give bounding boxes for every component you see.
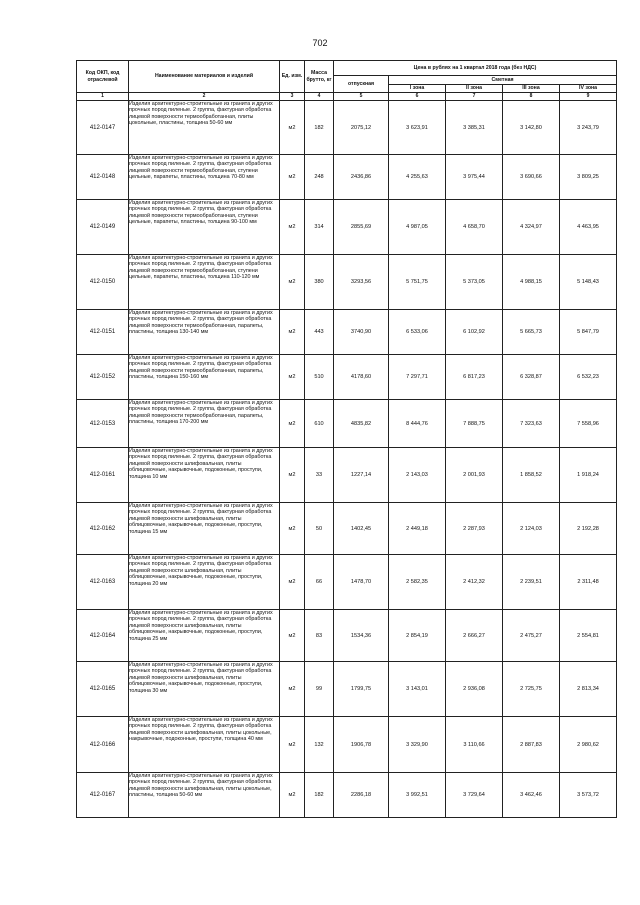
header-estimate-group: Сметная — [389, 76, 617, 85]
product-code-cell: 412-0163 — [77, 555, 129, 610]
release-price-cell: 1227,14 — [334, 448, 389, 503]
table-row — [77, 555, 617, 610]
header-price-group: Цена в рублях на 1 квартал 2018 года (без НДС) — [334, 61, 617, 76]
estimate-price-zone-3-cell: 5 665,73 — [503, 310, 560, 355]
release-price-cell: 2436,86 — [334, 155, 389, 200]
column-number: 2 — [129, 93, 280, 101]
estimate-price-zone-1-cell: 8 444,76 — [389, 400, 446, 448]
estimate-price-zone-3-cell: 2 475,27 — [503, 610, 560, 662]
unit-cell: м2 — [280, 255, 305, 310]
product-name-cell: Изделия архитектурно-строительные из гранита и других прочных пород пиленые. 2 группа, фактурная обработка лицевой поверхности шлифовальная, плиты цокольные, пластины, толщина 50-60 мм — [129, 773, 280, 818]
estimate-price-zone-2-cell: 3 385,31 — [446, 101, 503, 155]
header-zone-4: IV зона — [560, 85, 617, 93]
estimate-price-zone-2-cell: 2 666,27 — [446, 610, 503, 662]
estimate-price-zone-2-cell: 3 110,66 — [446, 717, 503, 773]
estimate-price-zone-1-cell: 7 297,71 — [389, 355, 446, 400]
gross-mass-cell: 248 — [305, 155, 334, 200]
product-code-cell: 412-0166 — [77, 717, 129, 773]
release-price-cell: 1799,75 — [334, 662, 389, 717]
estimate-price-zone-1-cell: 2 143,03 — [389, 448, 446, 503]
table-row — [77, 200, 617, 255]
product-code-cell: 412-0149 — [77, 200, 129, 255]
table-row — [77, 101, 617, 155]
table-row — [77, 503, 617, 555]
unit-cell: м2 — [280, 355, 305, 400]
estimate-price-zone-3-cell: 4 324,97 — [503, 200, 560, 255]
estimate-price-zone-4-cell: 2 980,62 — [560, 717, 617, 773]
gross-mass-cell: 66 — [305, 555, 334, 610]
estimate-price-zone-4-cell: 2 192,28 — [560, 503, 617, 555]
product-name-cell: Изделия архитектурно-строительные из гранита и других прочных пород пиленые. 2 группа, фактурная обработка лицевой поверхности шлифовальная, плиты цокольные, накрывочные, подоконные, проступи, толщина 40 мм — [129, 717, 280, 773]
estimate-price-zone-4-cell: 2 311,48 — [560, 555, 617, 610]
product-code-cell: 412-0150 — [77, 255, 129, 310]
table-row — [77, 255, 617, 310]
estimate-price-zone-4-cell: 2 554,81 — [560, 610, 617, 662]
estimate-price-zone-1-cell: 3 143,01 — [389, 662, 446, 717]
table-row — [77, 448, 617, 503]
estimate-price-zone-2-cell: 4 658,70 — [446, 200, 503, 255]
header-release: отпускная — [334, 76, 389, 93]
estimate-price-zone-1-cell: 6 533,06 — [389, 310, 446, 355]
estimate-price-zone-3-cell: 4 988,15 — [503, 255, 560, 310]
gross-mass-cell: 380 — [305, 255, 334, 310]
estimate-price-zone-4-cell: 2 813,34 — [560, 662, 617, 717]
estimate-price-zone-4-cell: 5 847,79 — [560, 310, 617, 355]
gross-mass-cell: 50 — [305, 503, 334, 555]
unit-cell: м2 — [280, 310, 305, 355]
unit-cell: м2 — [280, 555, 305, 610]
product-name-cell: Изделия архитектурно-строительные из гранита и других прочных пород пиленые. 2 группа, фактурная обработка лицевой поверхности термообработанная, ступени цельные, парапеты, пластины, толщина 110-120 мм — [129, 255, 280, 310]
release-price-cell: 1906,78 — [334, 717, 389, 773]
product-code-cell: 412-0167 — [77, 773, 129, 818]
product-code-cell: 412-0148 — [77, 155, 129, 200]
estimate-price-zone-4-cell: 4 463,95 — [560, 200, 617, 255]
release-price-cell: 3740,90 — [334, 310, 389, 355]
estimate-price-zone-2-cell: 2 412,32 — [446, 555, 503, 610]
estimate-price-zone-4-cell: 6 532,23 — [560, 355, 617, 400]
unit-cell: м2 — [280, 717, 305, 773]
product-code-cell: 412-0161 — [77, 448, 129, 503]
estimate-price-zone-2-cell: 6 817,23 — [446, 355, 503, 400]
estimate-price-zone-1-cell: 4 987,05 — [389, 200, 446, 255]
product-name-cell: Изделия архитектурно-строительные из гранита и других прочных пород пиленые. 2 группа, фактурная обработка лицевой поверхности шлифовальная, плиты облицовочные, накрывочные, подоконные, проступи, толщина 20 мм — [129, 555, 280, 610]
table-row — [77, 355, 617, 400]
estimate-price-zone-4-cell: 1 918,24 — [560, 448, 617, 503]
header-mass: Масса брутто, кг — [305, 61, 334, 93]
header-code: Код ОКП, код отраслевой — [77, 61, 129, 93]
estimate-price-zone-4-cell: 3 243,79 — [560, 101, 617, 155]
product-code-cell: 412-0165 — [77, 662, 129, 717]
unit-cell: м2 — [280, 155, 305, 200]
estimate-price-zone-4-cell: 5 148,43 — [560, 255, 617, 310]
release-price-cell: 4178,60 — [334, 355, 389, 400]
unit-cell: м2 — [280, 200, 305, 255]
header-name: Наименование материалов и изделий — [129, 61, 280, 93]
column-number-row — [77, 93, 617, 101]
table-row — [77, 773, 617, 818]
unit-cell: м2 — [280, 448, 305, 503]
table-row — [77, 310, 617, 355]
column-number: 7 — [446, 93, 503, 101]
gross-mass-cell: 443 — [305, 310, 334, 355]
product-code-cell: 412-0162 — [77, 503, 129, 555]
estimate-price-zone-4-cell: 3 573,72 — [560, 773, 617, 818]
estimate-price-zone-4-cell: 7 558,96 — [560, 400, 617, 448]
gross-mass-cell: 99 — [305, 662, 334, 717]
product-code-cell: 412-0151 — [77, 310, 129, 355]
column-number: 8 — [503, 93, 560, 101]
product-name-cell: Изделия архитектурно-строительные из гранита и других прочных пород пиленые. 2 группа, фактурная обработка лицевой поверхности термообработанная, парапеты, пластины, толщина 150-160 мм — [129, 355, 280, 400]
column-number: 4 — [305, 93, 334, 101]
header-unit: Ед. изм. — [280, 61, 305, 93]
estimate-price-zone-3-cell: 3 462,46 — [503, 773, 560, 818]
column-number: 6 — [389, 93, 446, 101]
product-code-cell: 412-0147 — [77, 101, 129, 155]
header-zone-1: I зона — [389, 85, 446, 93]
table-body — [77, 101, 617, 818]
unit-cell: м2 — [280, 400, 305, 448]
estimate-price-zone-1-cell: 2 449,18 — [389, 503, 446, 555]
product-name-cell: Изделия архитектурно-строительные из гранита и других прочных пород пиленые. 2 группа, фактурная обработка лицевой поверхности шлифовальная, плиты облицовочные, накрывочные, подоконные, проступи, толщина 25 мм — [129, 610, 280, 662]
release-price-cell: 2075,12 — [334, 101, 389, 155]
table-row — [77, 662, 617, 717]
column-number: 5 — [334, 93, 389, 101]
product-name-cell: Изделия архитектурно-строительные из гранита и других прочных пород пиленые. 2 группа, фактурная обработка лицевой поверхности шлифовальная, плиты облицовочные, накрывочные, подоконные, проступи, толщина 10 мм — [129, 448, 280, 503]
estimate-price-zone-3-cell: 2 725,75 — [503, 662, 560, 717]
estimate-price-zone-2-cell: 3 975,44 — [446, 155, 503, 200]
release-price-cell: 3293,56 — [334, 255, 389, 310]
product-code-cell: 412-0164 — [77, 610, 129, 662]
release-price-cell: 1402,45 — [334, 503, 389, 555]
unit-cell: м2 — [280, 610, 305, 662]
table-row — [77, 717, 617, 773]
product-name-cell: Изделия архитектурно-строительные из гранита и других прочных пород пиленые. 2 группа, фактурная обработка лицевой поверхности шлифовальная, плиты облицовочные, накрывочные, подоконные, проступи, толщина 30 мм — [129, 662, 280, 717]
estimate-price-zone-3-cell: 3 142,80 — [503, 101, 560, 155]
release-price-cell: 2286,18 — [334, 773, 389, 818]
estimate-price-zone-2-cell: 2 001,93 — [446, 448, 503, 503]
estimate-price-zone-1-cell: 3 623,91 — [389, 101, 446, 155]
estimate-price-zone-3-cell: 2 239,51 — [503, 555, 560, 610]
release-price-cell: 1478,70 — [334, 555, 389, 610]
unit-cell: м2 — [280, 101, 305, 155]
table-row — [77, 610, 617, 662]
estimate-price-zone-3-cell: 3 690,66 — [503, 155, 560, 200]
table-header — [77, 61, 617, 101]
release-price-cell: 1534,36 — [334, 610, 389, 662]
gross-mass-cell: 132 — [305, 717, 334, 773]
gross-mass-cell: 33 — [305, 448, 334, 503]
table-row — [77, 155, 617, 200]
product-code-cell: 412-0152 — [77, 355, 129, 400]
header-zone-2: II зона — [446, 85, 503, 93]
release-price-cell: 2855,69 — [334, 200, 389, 255]
product-name-cell: Изделия архитектурно-строительные из гранита и других прочных пород пиленые. 2 группа, фактурная обработка лицевой поверхности термообработанная, плиты цокольные, пластины, толщина 50-60 мм — [129, 101, 280, 155]
estimate-price-zone-1-cell: 5 751,75 — [389, 255, 446, 310]
product-name-cell: Изделия архитектурно-строительные из гранита и других прочных пород пиленые. 2 группа, фактурная обработка лицевой поверхности термообработанная, ступени цельные, парапеты, пластины, толщина 90-100 мм — [129, 200, 280, 255]
estimate-price-zone-4-cell: 3 809,25 — [560, 155, 617, 200]
estimate-price-zone-3-cell: 7 323,63 — [503, 400, 560, 448]
estimate-price-zone-1-cell: 2 582,35 — [389, 555, 446, 610]
column-number: 9 — [560, 93, 617, 101]
header-zone-3: III зона — [503, 85, 560, 93]
release-price-cell: 4835,82 — [334, 400, 389, 448]
estimate-price-zone-3-cell: 1 858,52 — [503, 448, 560, 503]
page-number: 702 — [312, 38, 328, 48]
estimate-price-zone-2-cell: 6 102,92 — [446, 310, 503, 355]
estimate-price-zone-1-cell: 2 854,19 — [389, 610, 446, 662]
estimate-price-zone-3-cell: 6 328,87 — [503, 355, 560, 400]
estimate-price-zone-2-cell: 2 287,93 — [446, 503, 503, 555]
estimate-price-zone-1-cell: 4 255,63 — [389, 155, 446, 200]
product-name-cell: Изделия архитектурно-строительные из гранита и других прочных пород пиленые. 2 группа, фактурная обработка лицевой поверхности термообработанная, парапеты, пластины, толщина 130-140 мм — [129, 310, 280, 355]
product-code-cell: 412-0153 — [77, 400, 129, 448]
estimate-price-zone-2-cell: 7 888,75 — [446, 400, 503, 448]
estimate-price-zone-1-cell: 3 992,51 — [389, 773, 446, 818]
estimate-price-zone-3-cell: 2 124,03 — [503, 503, 560, 555]
product-name-cell: Изделия архитектурно-строительные из гранита и других прочных пород пиленые. 2 группа, фактурная обработка лицевой поверхности термообработанная, ступени цельные, парапеты, пластины, толщина 70-80 мм — [129, 155, 280, 200]
gross-mass-cell: 510 — [305, 355, 334, 400]
price-table — [76, 60, 617, 818]
table-row — [77, 400, 617, 448]
product-name-cell: Изделия архитектурно-строительные из гранита и других прочных пород пиленые. 2 группа, фактурная обработка лицевой поверхности шлифовальная, плиты облицовочные, накрывочные, подоконные, проступи, толщина 15 мм — [129, 503, 280, 555]
estimate-price-zone-2-cell: 5 373,05 — [446, 255, 503, 310]
estimate-price-zone-3-cell: 2 887,83 — [503, 717, 560, 773]
column-number: 3 — [280, 93, 305, 101]
gross-mass-cell: 83 — [305, 610, 334, 662]
estimate-price-zone-2-cell: 2 936,08 — [446, 662, 503, 717]
column-number: 1 — [77, 93, 129, 101]
estimate-price-zone-2-cell: 3 729,64 — [446, 773, 503, 818]
product-name-cell: Изделия архитектурно-строительные из гранита и других прочных пород пиленые. 2 группа, фактурная обработка лицевой поверхности термообработанная, парапеты, пластины, толщина 170-200 мм — [129, 400, 280, 448]
unit-cell: м2 — [280, 503, 305, 555]
gross-mass-cell: 610 — [305, 400, 334, 448]
unit-cell: м2 — [280, 773, 305, 818]
gross-mass-cell: 182 — [305, 773, 334, 818]
estimate-price-zone-1-cell: 3 329,90 — [389, 717, 446, 773]
gross-mass-cell: 314 — [305, 200, 334, 255]
unit-cell: м2 — [280, 662, 305, 717]
gross-mass-cell: 182 — [305, 101, 334, 155]
